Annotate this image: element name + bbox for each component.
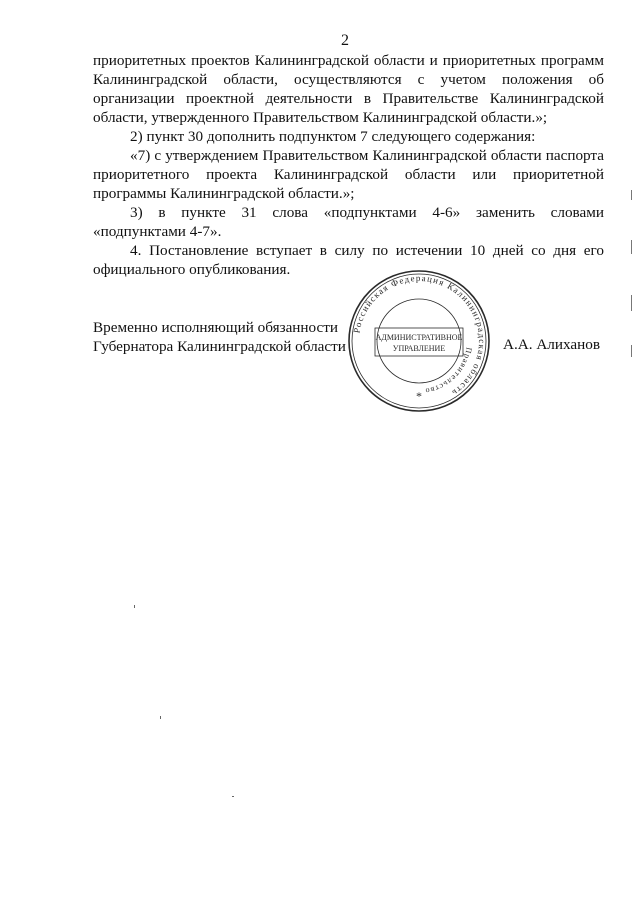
seal-center-line-1: АДМИНИСТРАТИВНОЕ <box>375 333 463 342</box>
seal-center-line-2: УПРАВЛЕНИЕ <box>392 344 446 353</box>
scan-speck-2 <box>160 716 161 719</box>
paragraph-continuation: приоритетных проектов Калининградской области и приоритетных программ Калининградской области, осуществляются с учетом положения об организации проектной деятельности в Правительстве Калининградской области, утвержденного Правительством Калининградской области.»; <box>93 52 604 126</box>
paragraph-item-2: 2) пункт 30 дополнить подпунктом 7 следующего содержания: <box>130 128 536 145</box>
seal-outer-text: Российская Федерация Калининградская область <box>351 272 488 399</box>
scan-artifact-right-1 <box>631 190 632 200</box>
scan-artifact-right-2 <box>631 240 632 254</box>
paragraph-subitem-7: «7) с утверждением Правительством Калининградской области паспорта приоритетного проекта Калининградской области или приоритетной программы Калининградской области.»; <box>93 147 604 202</box>
scan-speck-1 <box>134 605 135 608</box>
seal-inner-text: Правительство <box>423 346 474 396</box>
seal-star: * <box>416 389 422 403</box>
scan-artifact-right-4 <box>631 345 632 357</box>
page-number: 2 <box>341 32 349 49</box>
paragraph-item-3: 3) в пункте 31 слова «подпунктами 4-6» заменить словами «подпунктами 4-7». <box>93 204 604 240</box>
signatory-title <box>93 318 346 356</box>
paragraph-item-4: 4. Постановление вступает в силу по истечении 10 дней со дня его официального опубликования. <box>93 242 604 278</box>
official-seal <box>346 268 492 414</box>
signatory-name: А.А. Алиханов <box>503 336 601 353</box>
signatory-title-line-2: Губернатора Калининградской области <box>93 338 346 355</box>
scan-artifact-right-3 <box>631 295 632 311</box>
scan-speck-3 <box>232 796 234 797</box>
signatory-title-line-1: Временно исполняющий обязанности <box>93 319 339 336</box>
document-body <box>93 51 604 279</box>
